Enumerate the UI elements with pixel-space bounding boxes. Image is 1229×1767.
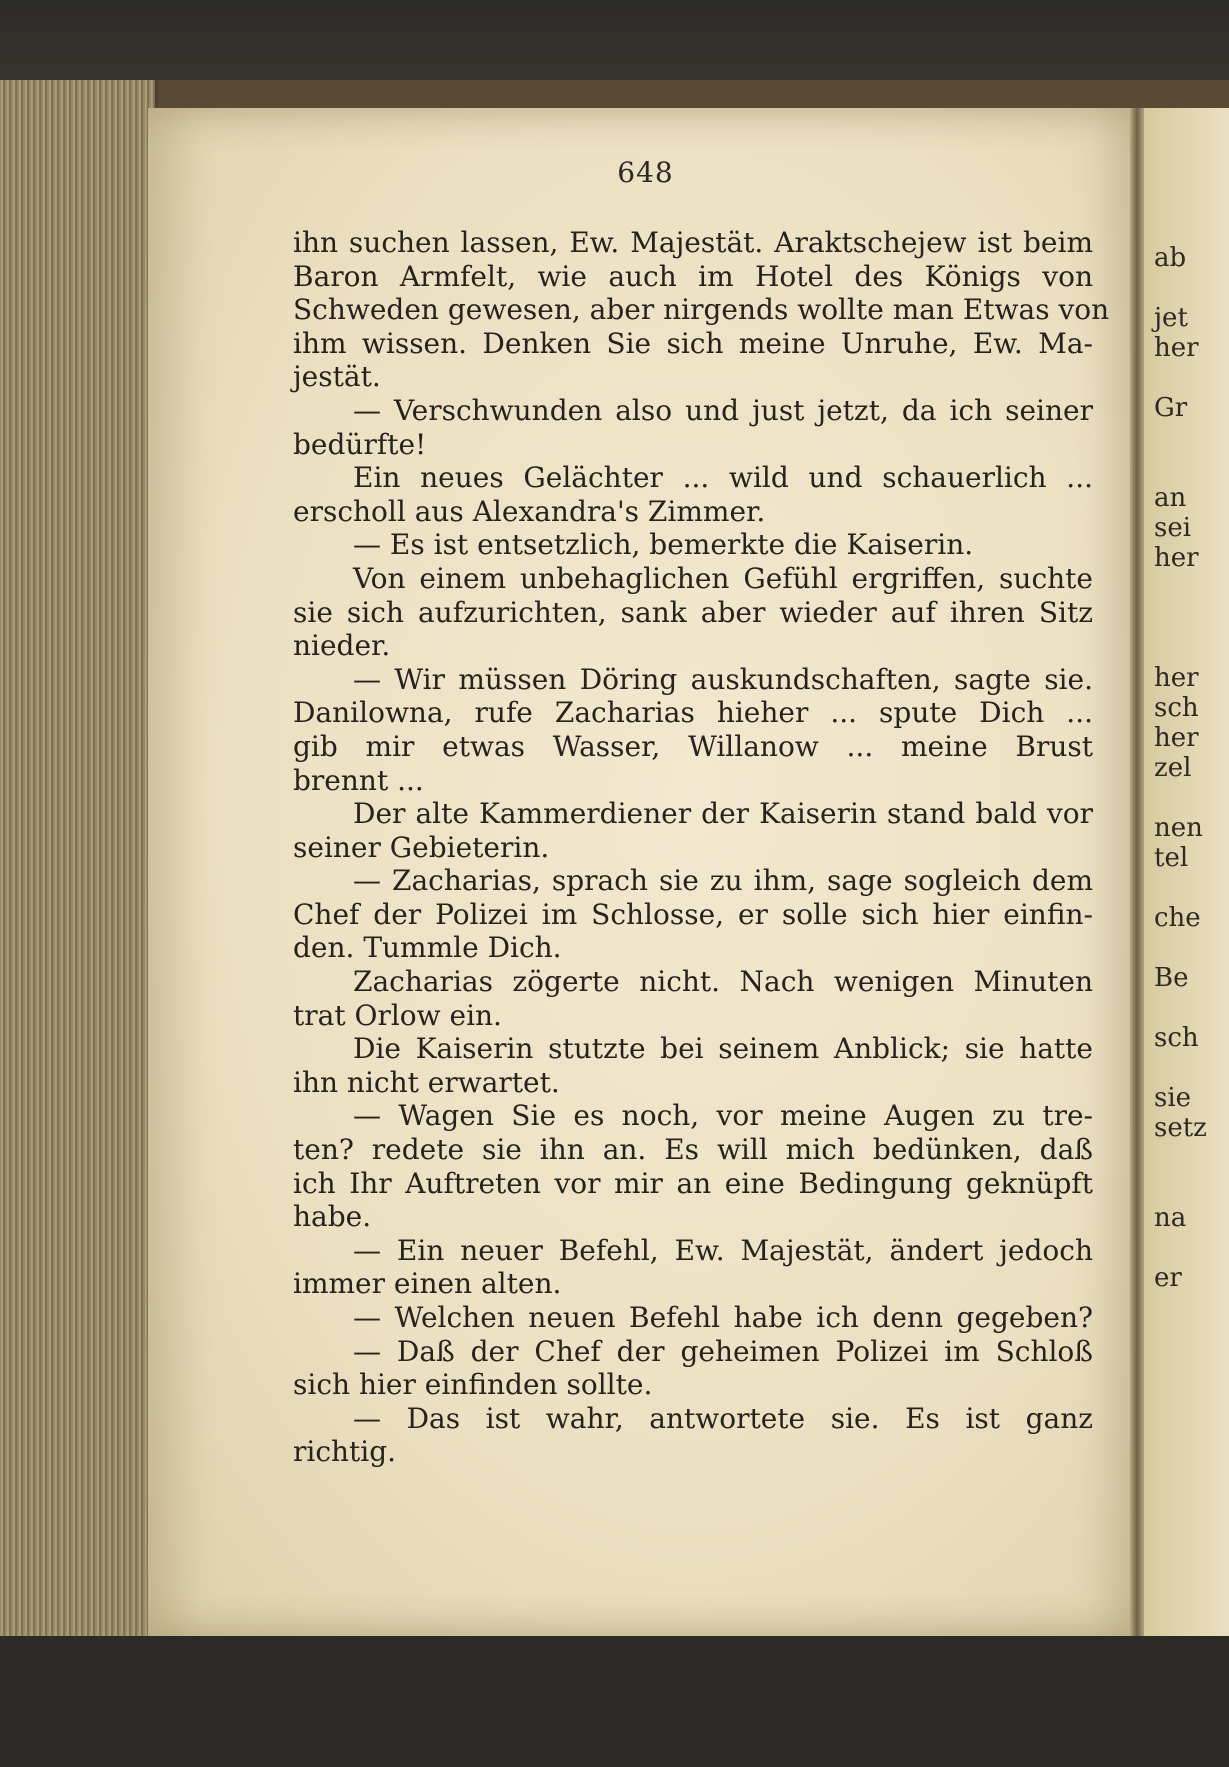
text-line: Baron Armfelt, wie auch im Hotel des Königs von xyxy=(293,259,1093,293)
text-line: Von einem unbehaglichen Gefühl ergriffen, suchte xyxy=(353,561,1093,595)
text-line: Schweden gewesen, aber nirgends wollte man Etwas von xyxy=(293,293,1110,327)
next-page-partial xyxy=(1144,108,1229,1636)
text-line: sich hier einfinden sollte. xyxy=(293,1368,653,1402)
text-line: — Wir müssen Döring auskundschaften, sagte sie. xyxy=(353,662,1093,696)
next-page-fragment: na xyxy=(1154,1203,1187,1233)
next-page-fragment: her xyxy=(1154,723,1199,753)
next-page-fragment: sie xyxy=(1154,1083,1192,1113)
next-page-fragment: her xyxy=(1154,333,1199,363)
text-line: nieder. xyxy=(293,629,391,663)
text-line: seiner Gebieterin. xyxy=(293,830,550,864)
next-page-fragment: er xyxy=(1154,1263,1182,1293)
next-page-fragment: Be xyxy=(1154,963,1189,993)
text-line: ich Ihr Auftreten vor mir an eine Bedingung geknüpft xyxy=(293,1166,1093,1200)
text-line: Die Kaiserin stutzte bei seinem Anblick; sie hatte xyxy=(353,1032,1093,1066)
text-line: brennt ... xyxy=(293,763,424,797)
next-page-fragment: ab xyxy=(1154,243,1187,273)
text-line: ihn nicht erwartet. xyxy=(293,1065,560,1099)
text-line: bedürfte! xyxy=(293,427,427,461)
text-line: — Das ist wahr, antwortete sie. Es ist ganz xyxy=(353,1401,1093,1435)
text-line: — Zacharias, sprach sie zu ihm, sage sogleich dem xyxy=(353,864,1093,898)
next-page-fragment: sch xyxy=(1154,1023,1199,1053)
text-line: erscholl aus Alexandra's Zimmer. xyxy=(293,494,766,528)
next-page-fragment: Gr xyxy=(1154,393,1188,423)
text-line: — Wagen Sie es noch, vor meine Augen zu tre- xyxy=(353,1099,1093,1133)
text-line: ihm wissen. Denken Sie sich meine Unruhe, Ew. Ma- xyxy=(293,326,1093,360)
text-line: — Daß der Chef der geheimen Polizei im Schloß xyxy=(353,1334,1093,1368)
page-text-block xyxy=(293,226,1110,1469)
book-page-edges xyxy=(0,80,158,1640)
next-page-fragment: setz xyxy=(1154,1113,1207,1143)
text-line: — Es ist entsetzlich, bemerkte die Kaiserin. xyxy=(353,528,974,562)
next-page-fragment: sei xyxy=(1154,513,1192,543)
text-line: gib mir etwas Wasser, Willanow ... meine Brust xyxy=(293,729,1093,763)
text-line: ten? redete sie ihn an. Es will mich bedünken, daß xyxy=(293,1133,1093,1167)
text-line: habe. xyxy=(293,1200,372,1234)
text-line: — Ein neuer Befehl, Ew. Majestät, ändert jedoch xyxy=(353,1233,1093,1267)
next-page-fragment: an xyxy=(1154,483,1187,513)
next-page-fragment: jet xyxy=(1154,303,1188,333)
next-page-fragment: her xyxy=(1154,543,1199,573)
text-line: richtig. xyxy=(293,1435,397,1469)
book-gutter xyxy=(1130,108,1144,1636)
next-page-fragment: tel xyxy=(1154,843,1189,873)
text-line: den. Tummle Dich. xyxy=(293,931,562,965)
book-page xyxy=(148,108,1143,1636)
text-line: Danilowna, rufe Zacharias hieher ... spute Dich ... xyxy=(293,696,1093,730)
next-page-fragment: zel xyxy=(1154,753,1192,783)
next-page-fragment: sch xyxy=(1154,693,1199,723)
text-line: Zacharias zögerte nicht. Nach wenigen Minuten xyxy=(353,965,1093,999)
next-page-fragment: nen xyxy=(1154,813,1203,843)
text-line: jestät. xyxy=(293,360,381,394)
text-line: immer einen alten. xyxy=(293,1267,562,1301)
page-number: 648 xyxy=(617,156,674,189)
text-line: Ein neues Gelächter ... wild und schauerlich ... xyxy=(353,461,1093,495)
text-line: — Verschwunden also und just jetzt, da ich seiner xyxy=(353,393,1093,427)
next-page-fragment: che xyxy=(1154,903,1201,933)
text-line: — Welchen neuen Befehl habe ich denn gegeben? xyxy=(353,1301,1093,1334)
text-line: ihn suchen lassen, Ew. Majestät. Araktschejew ist beim xyxy=(293,226,1093,259)
text-line: sie sich aufzurichten, sank aber wieder auf ihren Sitz xyxy=(293,595,1093,629)
text-line: trat Orlow ein. xyxy=(293,998,502,1032)
next-page-fragment: her xyxy=(1154,663,1199,693)
text-line: Der alte Kammerdiener der Kaiserin stand bald vor xyxy=(353,797,1093,831)
text-line: Chef der Polizei im Schlosse, er solle sich hier einfin- xyxy=(293,897,1093,931)
scan-background-bottom xyxy=(0,1636,1229,1767)
